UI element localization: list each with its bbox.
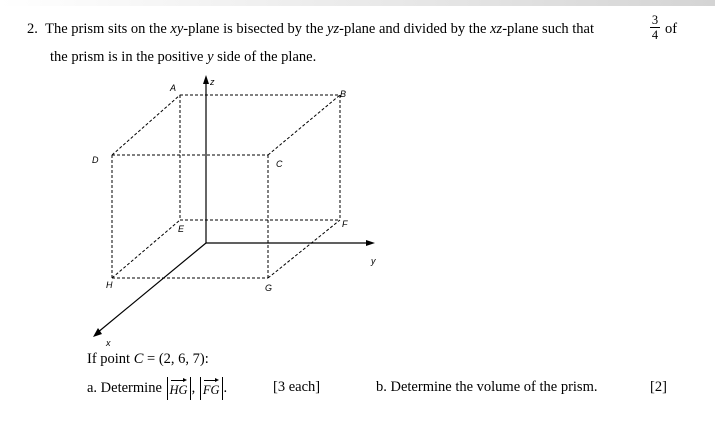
point-name: C bbox=[133, 351, 144, 367]
part-b-marks: [2] bbox=[650, 379, 667, 395]
point-value: = (2, 6, 7): bbox=[147, 351, 209, 367]
axis-label-x: x bbox=[106, 338, 111, 348]
axis-label-z: z bbox=[210, 77, 215, 87]
vertex-label-H: H bbox=[106, 280, 113, 290]
magnitude-FG bbox=[200, 377, 223, 400]
z-arrowhead bbox=[203, 75, 209, 84]
edge-HE bbox=[112, 220, 180, 278]
vertex-label-D: D bbox=[92, 155, 99, 165]
question-line-1: 2. The prism sits on the xy-plane is bisected by the yz-plane and divided by the xz-plane such that bbox=[27, 21, 595, 37]
x-axis bbox=[97, 243, 206, 333]
vertex-label-E: E bbox=[178, 224, 185, 234]
y-arrowhead bbox=[366, 240, 375, 246]
fraction-numerator: 3 bbox=[651, 13, 659, 27]
edge-DA bbox=[112, 95, 180, 155]
point-statement: If point C = (2, 6, 7): bbox=[87, 351, 209, 367]
edge-CB bbox=[268, 95, 340, 155]
vector-FG: FG bbox=[202, 383, 220, 398]
question-line-2: the prism is in the positive y side of the plane. bbox=[50, 49, 317, 65]
vertex-label-G: G bbox=[265, 283, 273, 293]
part-a-label: a. Determine bbox=[87, 380, 162, 396]
fraction-denominator: 4 bbox=[651, 28, 659, 42]
edge-GF bbox=[268, 220, 340, 278]
vertex-label-A: A bbox=[170, 83, 177, 93]
part-a-marks: [3 each] bbox=[273, 379, 321, 395]
vertex-label-F: F bbox=[342, 219, 348, 229]
of-text: of bbox=[665, 21, 678, 37]
question-number: 2. bbox=[27, 21, 38, 37]
vector-HG: HG bbox=[169, 383, 188, 398]
part-b-label: b. Determine the volume of the prism. bbox=[376, 379, 598, 395]
part-a: a. Determine HG , FG . bbox=[87, 374, 227, 402]
vertex-label-C: C bbox=[276, 159, 283, 169]
magnitude-HG bbox=[167, 377, 191, 400]
axis-label-y: y bbox=[371, 256, 376, 266]
vertex-label-B: B bbox=[340, 89, 347, 99]
